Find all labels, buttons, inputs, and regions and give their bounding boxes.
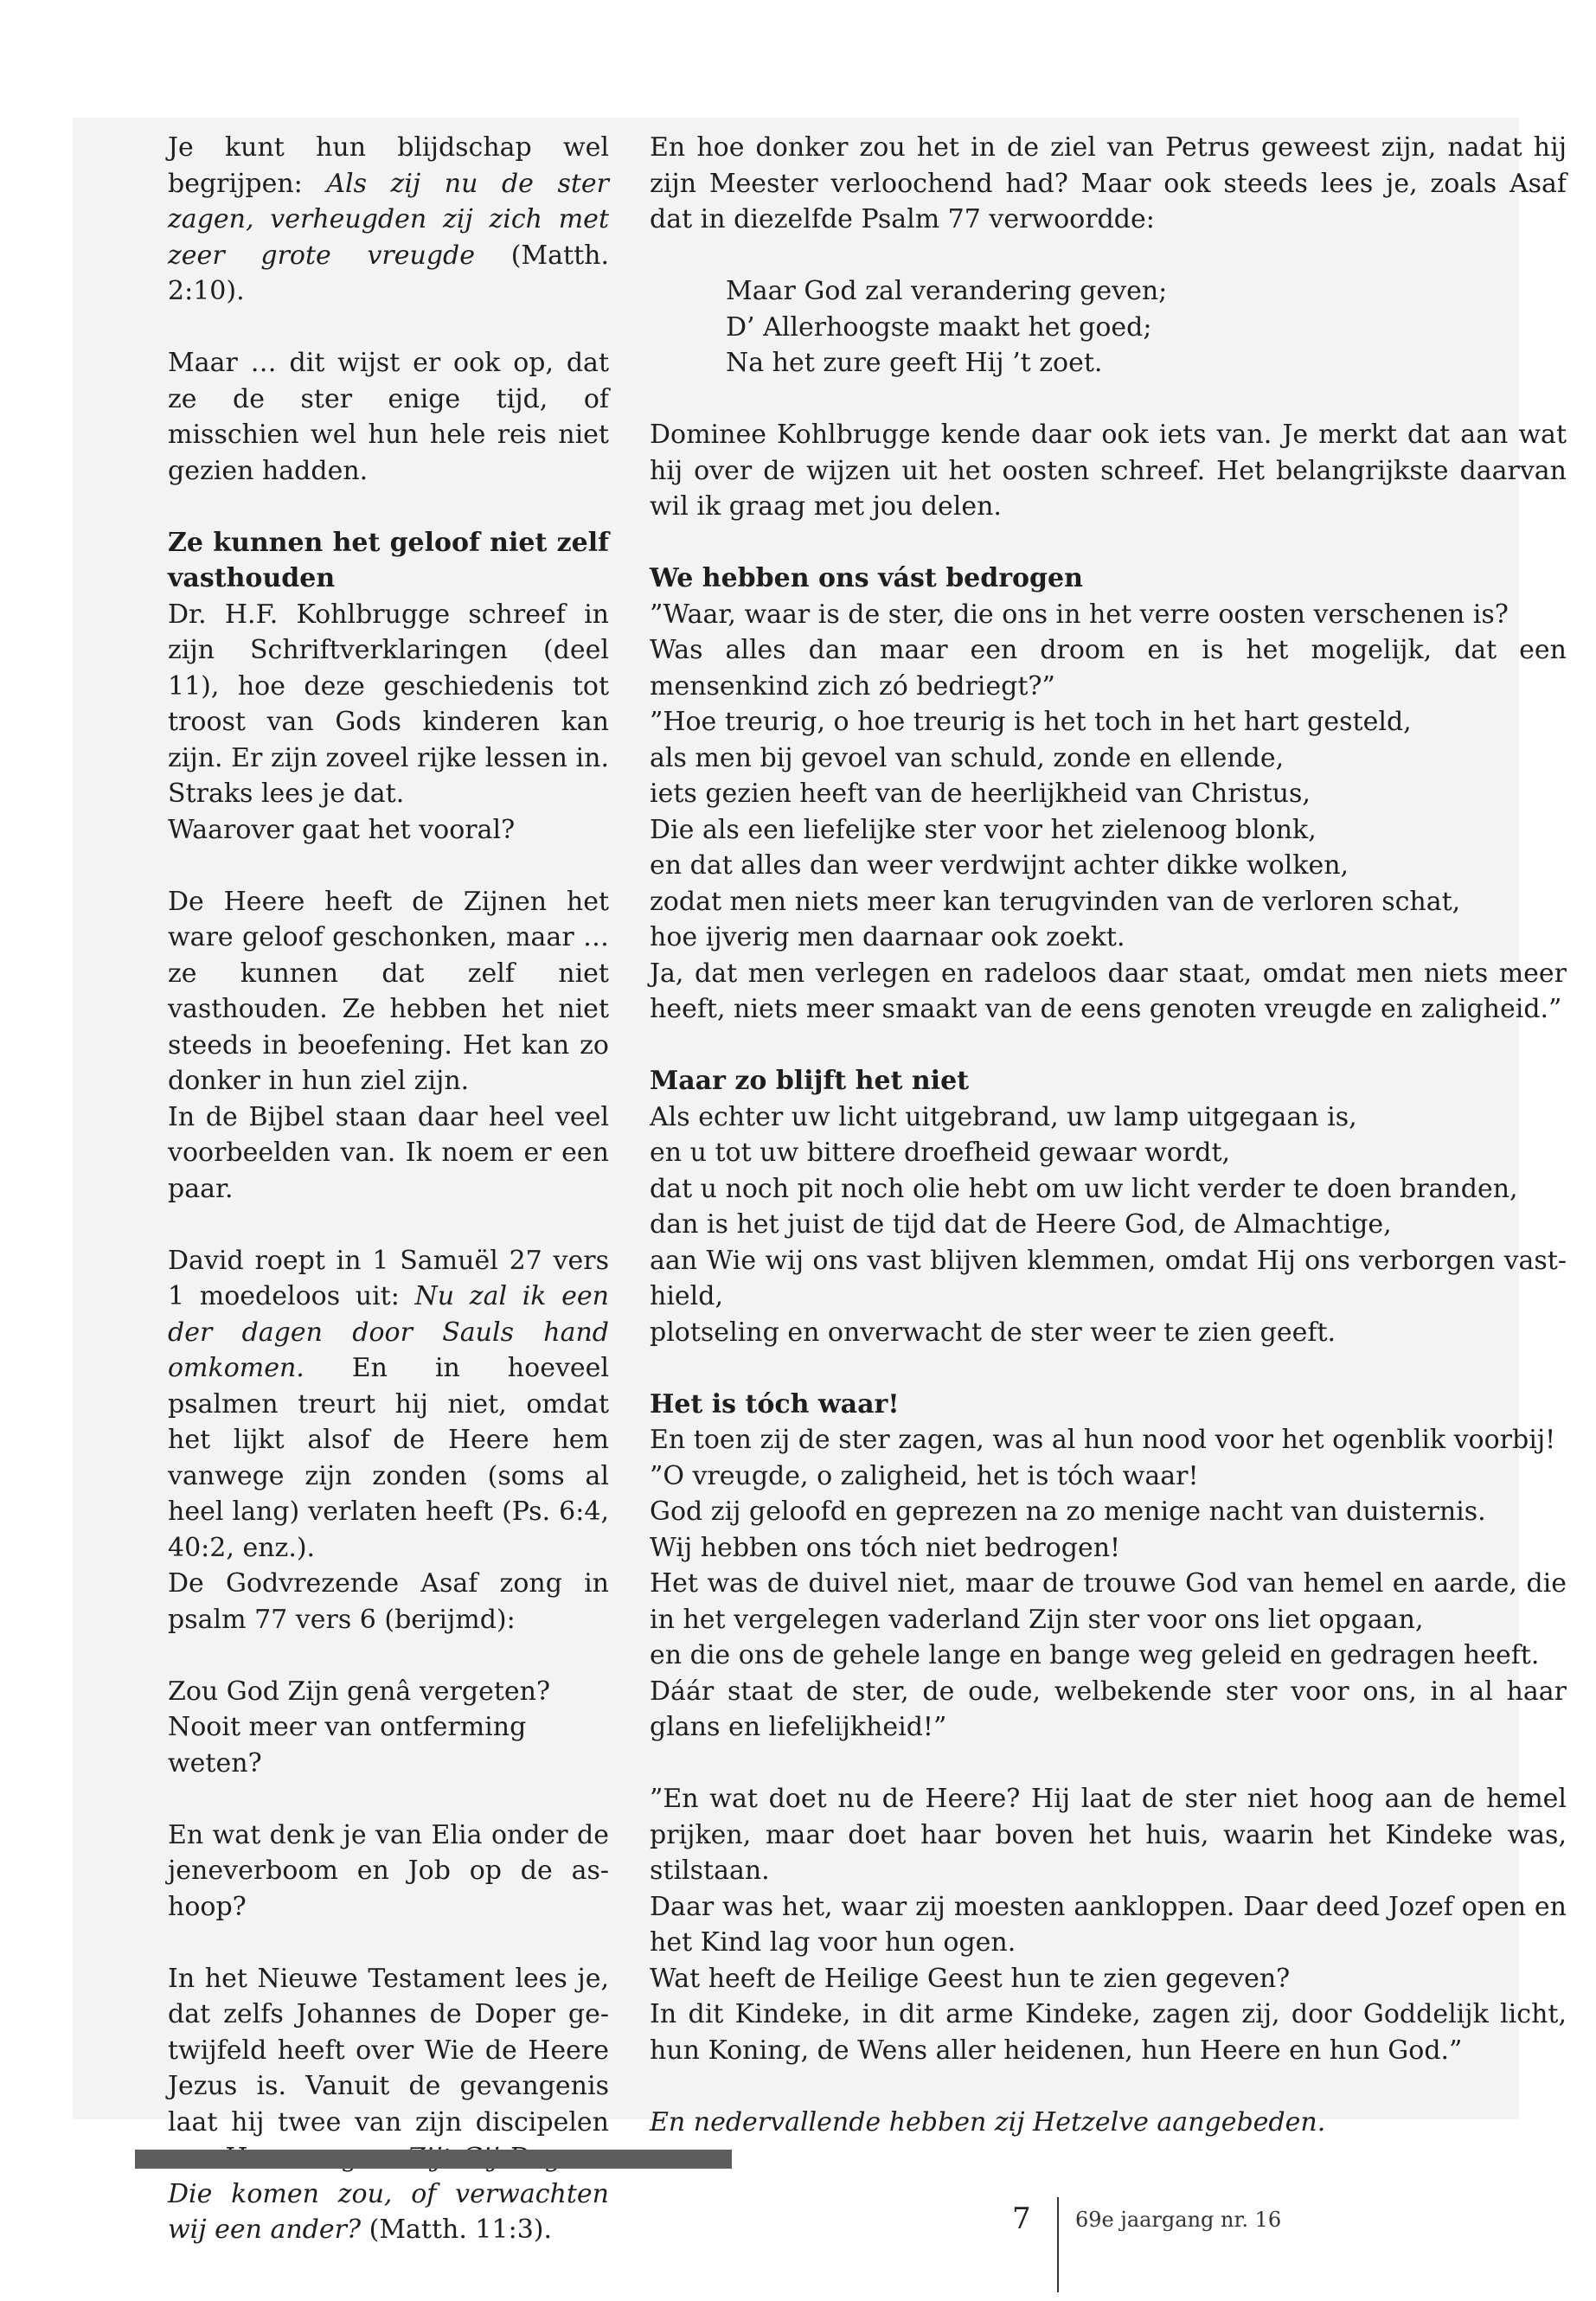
- text-line: aan Wie wij ons vast blijven klemmen, omdat Hij ons verborgen vasthield,: [650, 1245, 1567, 1311]
- section-heading: Maar zo blijft het niet: [650, 1066, 970, 1096]
- text-line: als men bij gevoel van schuld, zonde en ellende,: [650, 742, 1285, 773]
- reference: (Matth. 2:10).: [168, 240, 609, 306]
- footer-divider: [1057, 2197, 1059, 2292]
- text-line: Als echter uw licht uitgebrand, uw lamp uitgegaan is,: [650, 1101, 1357, 1132]
- verse-line: Maar God zal verandering geven;: [726, 276, 1168, 306]
- text: Je kunt hun blijdschap wel begrijpen:: [168, 132, 609, 199]
- text-line: plotseling en onverwacht de ster weer te zien geeft.: [650, 1317, 1336, 1348]
- quote: Nu zal ik een der dagen door Sauls hand omkomen.: [168, 1281, 609, 1383]
- decorative-bar: [135, 2150, 732, 2169]
- section: [650, 1781, 1567, 2068]
- reference: (Matth. 11:3).: [361, 2214, 553, 2245]
- text-line: Ja, dat men verlegen en radeloos daar staat, omdat men niets meer heeft, niets meer smaakt van de eens genoten vreugde en zaligheid.”: [650, 958, 1567, 1024]
- quote: Die komen zou, of verwachten wij een ander?: [168, 2178, 609, 2245]
- text-line: Was alles dan maar een droom en is het mogelijk, dat een mensenkind zich zó bedriegt?”: [650, 635, 1567, 702]
- text-line: iets gezien heeft van de heerlijkheid van Christus,: [650, 779, 1311, 809]
- paragraph: Maar … dit wijst er ook op, dat ze de ster enige tijd, of misschien wel hun hele reis niet gezien hadden.: [168, 348, 609, 486]
- paragraph: De Heere heeft de Zijnen het ware geloof geschonken, maar … ze kunnen dat zelf niet vasthouden. Ze hebben het niet steeds in beoefening. Het kan zo donker in hun ziel zijn.: [168, 886, 609, 1096]
- text-line: Wij hebben ons tóch niet bedrogen!: [650, 1532, 1121, 1563]
- right-column: [650, 130, 1567, 2176]
- verse-line: D’ Allerhoogste maakt het goed;: [726, 311, 1152, 343]
- verse-line: Zou God Zijn genâ vergeten?: [168, 1676, 551, 1707]
- text: In het Nieuwe Testament lees je, dat zelfs Johannes de Doper getwijfeld heeft over Wie de Heere Jezus is. Vanuit de gevangenis laat hij twee van zijn discipelen: [168, 1963, 609, 2138]
- left-column: [168, 130, 609, 2284]
- verse-line: Na het zure geeft Hij ’t zoet.: [726, 348, 1103, 378]
- section: [650, 561, 1567, 1028]
- text-line: Die als een liefelijke ster voor het zielenoog blonk,: [650, 814, 1317, 845]
- paragraph: En wat denk je van Elia onder de jeneverboom en Job op de ashoop?: [168, 1819, 609, 1922]
- paragraph: In de Bijbel staan daar heel veel voorbeelden van. Ik noem er een paar.: [168, 1101, 609, 1204]
- section: [168, 884, 609, 1208]
- text-line: en die ons de gehele lange en bange weg geleid en gedragen heeft.: [650, 1640, 1540, 1670]
- paragraph: Waarover gaat het vooral?: [168, 814, 516, 845]
- text-line: en dat alles dan weer verdwijnt achter dikke wolken,: [650, 850, 1349, 881]
- text-line: Wat heeft de Heilige Geest hun te zien gegeven?: [650, 1963, 1291, 1994]
- text: David roept in 1 Samuël 27 vers 1 moedeloos uit:: [168, 1245, 609, 1311]
- text-line: In dit Kindeke, in dit arme Kindeke, zagen zij, door Goddelijk licht, hun Koning, de Wens aller heidenen, hun Heere en hun God.”: [650, 1999, 1567, 2066]
- paragraph: Dr. H.F. Kohlbrugge schreef in zijn Schriftverklaringen (deel 11), hoe deze geschiedenis tot troost van Gods kinderen kan zijn. Er zijn zoveel rijke lessen in. Straks lees je dat.: [168, 599, 609, 809]
- section: [168, 1243, 609, 1638]
- quote: Als zij nu de ster zagen, verheugden zij zich met zeer grote vreugde: [168, 168, 609, 271]
- paragraph: Dominee Kohlbrugge kende daar ook iets van. Je merkt dat aan wat hij over de wijzen uit het oosten schreef. Het belangrijkste daarvan wil ik graag met jou delen.: [650, 420, 1567, 522]
- text-line: God zij geloofd en geprezen na zo menige nacht van duisternis.: [650, 1497, 1486, 1527]
- text-line: ”O vreugde, o zaligheid, het is tóch waar!: [650, 1460, 1199, 1491]
- paragraph: [168, 1243, 609, 1567]
- text-line: Daar was het, waar zij moesten aankloppen. Daar deed Jozef open en het Kind lag voor hun ogen.: [650, 1891, 1567, 1958]
- verse-line: Nooit meer van ontferming weten?: [168, 1712, 527, 1779]
- closing-line: En nedervallende hebben zij Hetzelve aangebeden.: [650, 2106, 1326, 2138]
- text-line: ”Waar, waar is de ster, die ons in het verre oosten verschenen is?: [650, 599, 1509, 630]
- section-heading: Ze kunnen het geloof niet zelf vasthouden: [168, 527, 609, 593]
- text-line: hoe ijverig men daarnaar ook zoekt.: [650, 922, 1125, 952]
- paragraph: En hoe donker zou het in de ziel van Petrus geweest zijn, nadat hij zijn Meester verloochend had? Maar ook steeds lees je, zoals Asaf dat in diezelfde Psalm 77 verwoordde:: [650, 132, 1567, 234]
- paragraph: [168, 130, 609, 310]
- paragraph: [168, 1961, 609, 2248]
- issue-label: 69e jaargang nr. 16: [1075, 2208, 1282, 2232]
- text-line: dan is het juist de tijd dat de Heere God, de Almachtige,: [650, 1209, 1392, 1240]
- text-line: en u tot uw bittere droefheid gewaar wordt,: [650, 1138, 1231, 1168]
- text-line: zodat men niets meer kan terugvinden van de verloren schat,: [650, 886, 1461, 917]
- verse: [168, 1674, 609, 1782]
- section: [650, 1063, 1567, 1350]
- paragraph: De Godvrezende Asaf zong in psalm 77 vers 6 (berijmd):: [168, 1568, 609, 1635]
- text-line: ”Hoe treurig, o hoe treurig is het toch in het hart gesteld,: [650, 707, 1412, 737]
- section-heading: Het is tóch waar!: [650, 1388, 900, 1420]
- text-line: dat u noch pit noch olie hebt om uw licht verder te doen branden,: [650, 1173, 1518, 1204]
- section: [168, 525, 609, 849]
- text-line: ”En wat doet nu de Heere? Hij laat de ster niet hoog aan de hemel prijken, maar doet haar boven het huis, waarin het Kindeke was, stilstaan.: [650, 1784, 1567, 1886]
- text-line: Het was de duivel niet, maar de trouwe God van hemel en aarde, die in het vergelegen vaderland Zijn ster voor ons liet opgaan,: [650, 1568, 1567, 1635]
- text-line: En toen zij de ster zagen, was al hun nood voor het ogenblik voorbij!: [650, 1425, 1556, 1455]
- verse: [650, 273, 1567, 381]
- text-line: Dáár staat de ster, de oude, welbekende ster voor ons, in al haar glans en liefelijkheid!”: [650, 1676, 1567, 1742]
- text: En in hoeveel psalmen treurt hij niet, omdat het lijkt alsof de Heere hem vanwege zijn zonden (soms al heel lang) verlaten heeft (Ps. 6:4, 40:2, enz.).: [168, 1353, 609, 1563]
- page-number: 7: [1012, 2202, 1031, 2236]
- section-heading: We hebben ons vást bedrogen: [650, 563, 1083, 593]
- section: [650, 1387, 1567, 1746]
